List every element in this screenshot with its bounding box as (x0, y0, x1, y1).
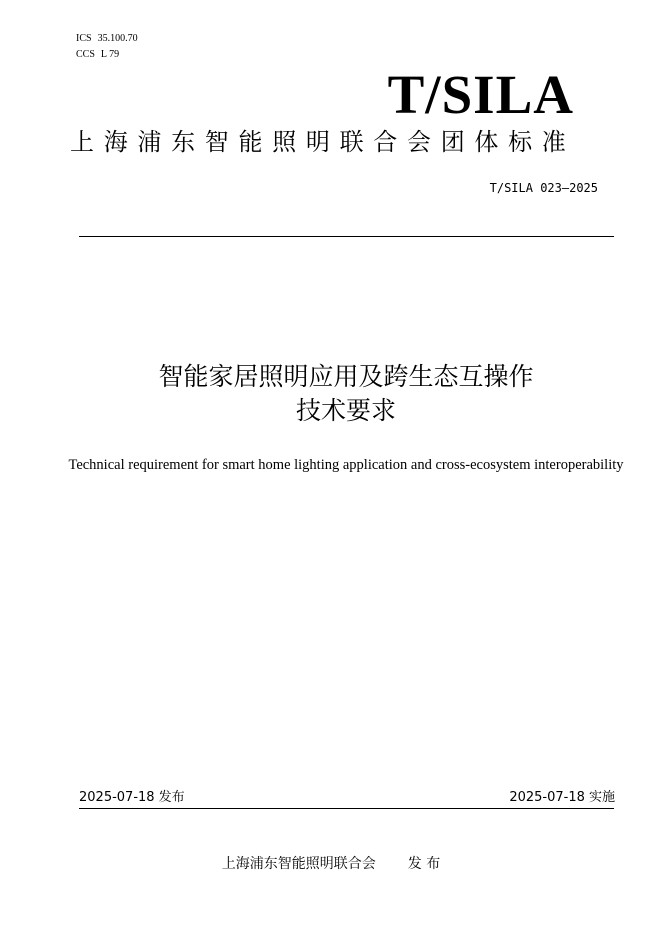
publish-action: 发 布 (407, 856, 441, 872)
implement-date: 2025-07-18 实施 (509, 790, 615, 805)
document-title-cn (0, 360, 662, 428)
ics-code: 35.100.70 (97, 33, 138, 44)
publish-date: 2025-07-18 发布 (79, 790, 185, 805)
title-cn-line-1: 智能家居照明应用及跨生态互操作 (158, 362, 534, 391)
ccs-label: CCS (76, 49, 95, 60)
organization-title: 上海浦东智能照明联合会团体标准 (70, 128, 576, 156)
header-divider (79, 236, 614, 237)
document-title-en: Technical requirement for smart home lighting application and cross-ecosystem interoperability (68, 457, 624, 473)
brand-mark: T/SILA (387, 64, 574, 125)
standard-number: T/SILA 023—2025 (489, 181, 598, 195)
footer-divider (79, 808, 614, 809)
ics-label: ICS (76, 33, 92, 44)
ccs-code: L 79 (100, 49, 120, 60)
ccs-classification (76, 49, 119, 61)
title-cn-line-2: 技术要求 (295, 396, 396, 425)
publisher-name: 上海浦东智能照明联合会 (221, 856, 376, 872)
ics-classification (76, 33, 138, 45)
publisher-line (0, 854, 662, 874)
